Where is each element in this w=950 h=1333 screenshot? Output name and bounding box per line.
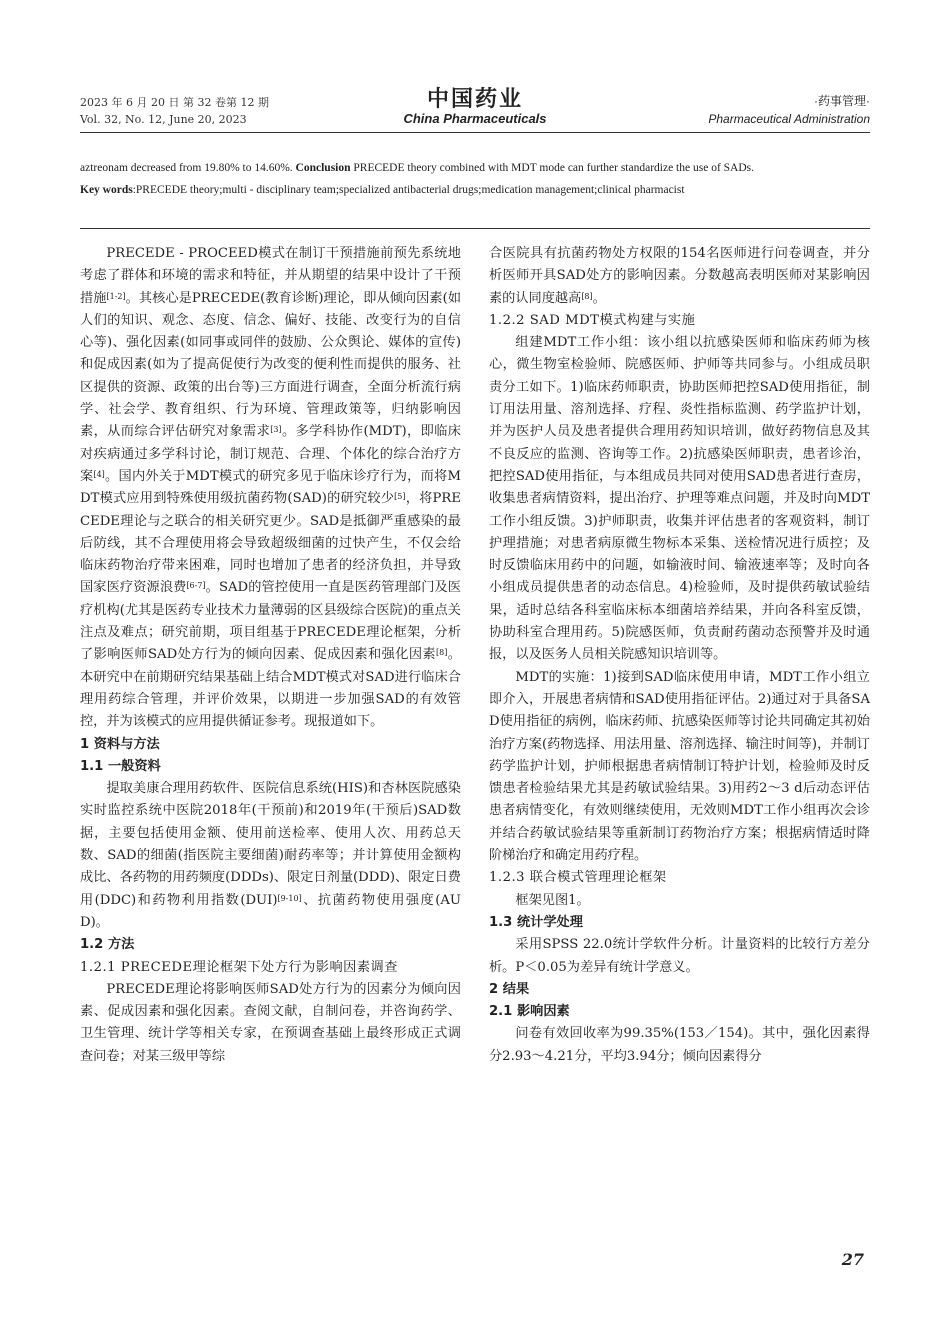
header-rule [80, 132, 870, 133]
heading-precede-survey: 1.2.1 PRECEDE理论框架下处方行为影响因素调查 [80, 959, 398, 975]
survey-continued-paragraph: 合医院具有抗菌药物处方权限的154名医师进行问卷调查，并分析医师开具SAD处方的影响因素。分数越高表明医师对某影响因素的认同度越高[8]。 [489, 246, 870, 306]
framework-paragraph: 框架见图1。 [515, 892, 590, 908]
left-column [80, 243, 461, 1068]
conclusion-label: Conclusion [295, 162, 351, 174]
header-section [708, 92, 870, 128]
header-volume-en: Vol. 32, No. 12, June 20, 2023 [80, 113, 247, 126]
page-number: 27 [841, 1250, 864, 1269]
heading-general-data: 1.1 一般资料 [80, 758, 161, 774]
heading-materials-methods: 1 资料与方法 [80, 736, 160, 752]
abstract-tail: aztreonam decreased from 19.80% to 14.60%. Conclusion PRECEDE theory combined with MDT mode can further standardize the use of SADs. Key words:PRECEDE theory;multi - disciplinary team;specialized antibacterial drugs;medication management;clinical pharmacist [80, 162, 754, 196]
keywords-label: Key words [80, 184, 133, 196]
heading-statistics: 1.3 统计学处理 [489, 914, 583, 930]
keywords: :PRECEDE theory;multi - disciplinary team;specialized antibacterial drugs;medication management;clinical pharmacist [132, 184, 685, 196]
journal-logo [385, 86, 565, 126]
header-issue-info [80, 94, 269, 128]
intro-paragraph: PRECEDE - PROCEED模式在制订干预措施前预先系统地考虑了群体和环境的需求和特征，并从期望的结果中设计了干预措施[1-2]。其核心是PRECEDE(教育诊断)理论，即从倾向因素(如人们的知识、观念、态度、信念、偏好、技能、改变行为的自信心等)、强化因素(如同事或同伴的鼓励、公众舆论、媒体的宣传)和促成因素(如为了提高促使行为改变的便利性而提供的服务、社区提供的资源、政策的出台等)三方面进行调查，全面分析流行病学、社会学、教育组织、行为环境、管理政策等，归纳影响因素，从而综合评估研究对象需求[3]。多学科协作(MDT)，即临床对疾病通过多学科讨论，制订规范、合理、个体化的综合治疗方案[4]。国内外关于MDT模式的研究多见于临床诊疗行为，而将MDT模式应用到特殊使用级抗菌药物(SAD)的研究较少[5]，将PRECEDE理论与之联合的相关研究更少。SAD是抵御严重感染的最后防线，其不合理使用将会导致超级细菌的过快产生，不仅会给临床药物治疗带来困难，同时也增加了患者的经济负担，并导致国家医疗资源浪费[6-7]。SAD的管控使用一直是医药管理部门及医疗机构(尤其是医药专业技术力量薄弱的区县级综合医院)的重点关注点及难点；研究前期，项目组基于PRECEDE理论框架，分析了影响医师SAD处方行为的倾向因素、促成因素和强化因素[8]。本研究中在前期研究结果基础上结合MDT模式对SAD进行临床合理用药综合管理，并评价效果，以期进一步加强SAD的有效管控，并为该模式的应用提供循证参考。现报道如下。 [80, 246, 462, 730]
precede-survey-paragraph: PRECEDE理论将影响医师SAD处方行为的因素分为倾向因素、促成因素和强化因素。查阅文献，自制问卷，并咨询药学、卫生管理、统计学等相关专家，在预调查基础上最终形成正式调查问卷；对某三级甲等综 [80, 981, 461, 1064]
section-title-en: Pharmaceutical Administration [708, 112, 870, 126]
heading-influencing-factors: 2.1 影响因素 [489, 1004, 570, 1020]
abstract-rule [80, 228, 870, 229]
journal-name-en: China Pharmaceuticals [403, 111, 547, 126]
heading-methods: 1.2 方法 [80, 937, 135, 953]
header-date-cn: 2023 年 6 月 20 日 第 32 卷第 12 期 [80, 96, 269, 109]
right-column [489, 243, 870, 1068]
statistics-paragraph: 采用SPSS 22.0统计学软件分析。计量资料的比较行方差分析。P＜0.05为差异有统计学意义。 [489, 937, 870, 975]
heading-results: 2 结果 [489, 981, 530, 997]
journal-name-cn: 中国药业 [426, 86, 523, 112]
mdt-team-paragraph: 组建MDT工作小组：该小组以抗感染医师和临床药师为核心，微生物室检验师、院感医师、护师等共同参与。小组成员职责分工如下。1)临床药师职责，协助医师把控SAD使用指征，制订用法用量、溶剂选择、疗程、炎性指标监测、药学监护计划，并为医护人员及患者提供合理用药知识培训，做好药物信息及其不良反应的监测、咨询等工作。2)抗感染医师职责，患者诊治，把控SAD使用指征，与本组成员共同对使用SAD患者进行查房，收集患者病情资料，提出治疗、护理等难点问题，并及时向MDT工作小组反馈。3)护师职责，收集并评估患者的客观资料，制订护理措施；对患者病原微生物标本采集、送检情况进行质控；及时反馈临床用药中的问题，如输液时间、输液速率等；及时向各小组成员提供患者的动态信息。4)检验师，及时提供药敏试验结果，适时总结各科室临床标本细菌培养结果，并向各科室反馈，协助科室合理用药。5)院感医师，负责耐药菌动态预警并及时通报，以及医务人员相关院感知识培训等。 [489, 335, 870, 663]
heading-mdt-construction: 1.2.2 SAD MDT模式构建与实施 [489, 312, 696, 328]
mdt-implementation-paragraph: MDT的实施：1)接到SAD临床使用申请，MDT工作小组立即介入，开展患者病情和SAD使用指征评估。2)通过对于具备SAD使用指征的病例，临床药师、抗感染医师等讨论共同确定其初始治疗方案(药物选择、用法用量、溶剂选择、输注时间等)，并制订药学监护计划，护师根据患者病情制订特护计划，检验师及时反馈患者检验结果尤其是药敏试验结果。3)用药2～3 d后动态评估患者病情变化，有效则继续使用，无效则MDT工作小组再次会诊并结合药敏试验结果等重新制订药物治疗方案；根据病情适时降阶梯治疗和确定用药疗程。 [489, 669, 870, 864]
general-data-paragraph: 提取美康合理用药软件、医院信息系统(HIS)和杏林医院感染实时监控系统中医院2018年(干预前)和2019年(干预后)SAD数据，主要包括使用金额、使用前送检率、使用人次、用药总天数、SAD的细菌(指医院主要细菌)耐药率等；并计算使用金额构成比、各药物的用药频度(DDDs)、限定日剂量(DDD)、限定日费用(DDC)和药物利用指数(DUI)[9-10]、抗菌药物使用强度(AUD)。 [80, 781, 461, 930]
heading-combined-framework: 1.2.3 联合模式管理理论框架 [489, 870, 667, 886]
influencing-factors-paragraph: 问卷有效回收率为99.35%(153／154)。其中，强化因素得分2.93～4.21分，平均3.94分；倾向因素得分 [489, 1026, 870, 1064]
section-title-cn: ·药事管理· [814, 94, 870, 108]
